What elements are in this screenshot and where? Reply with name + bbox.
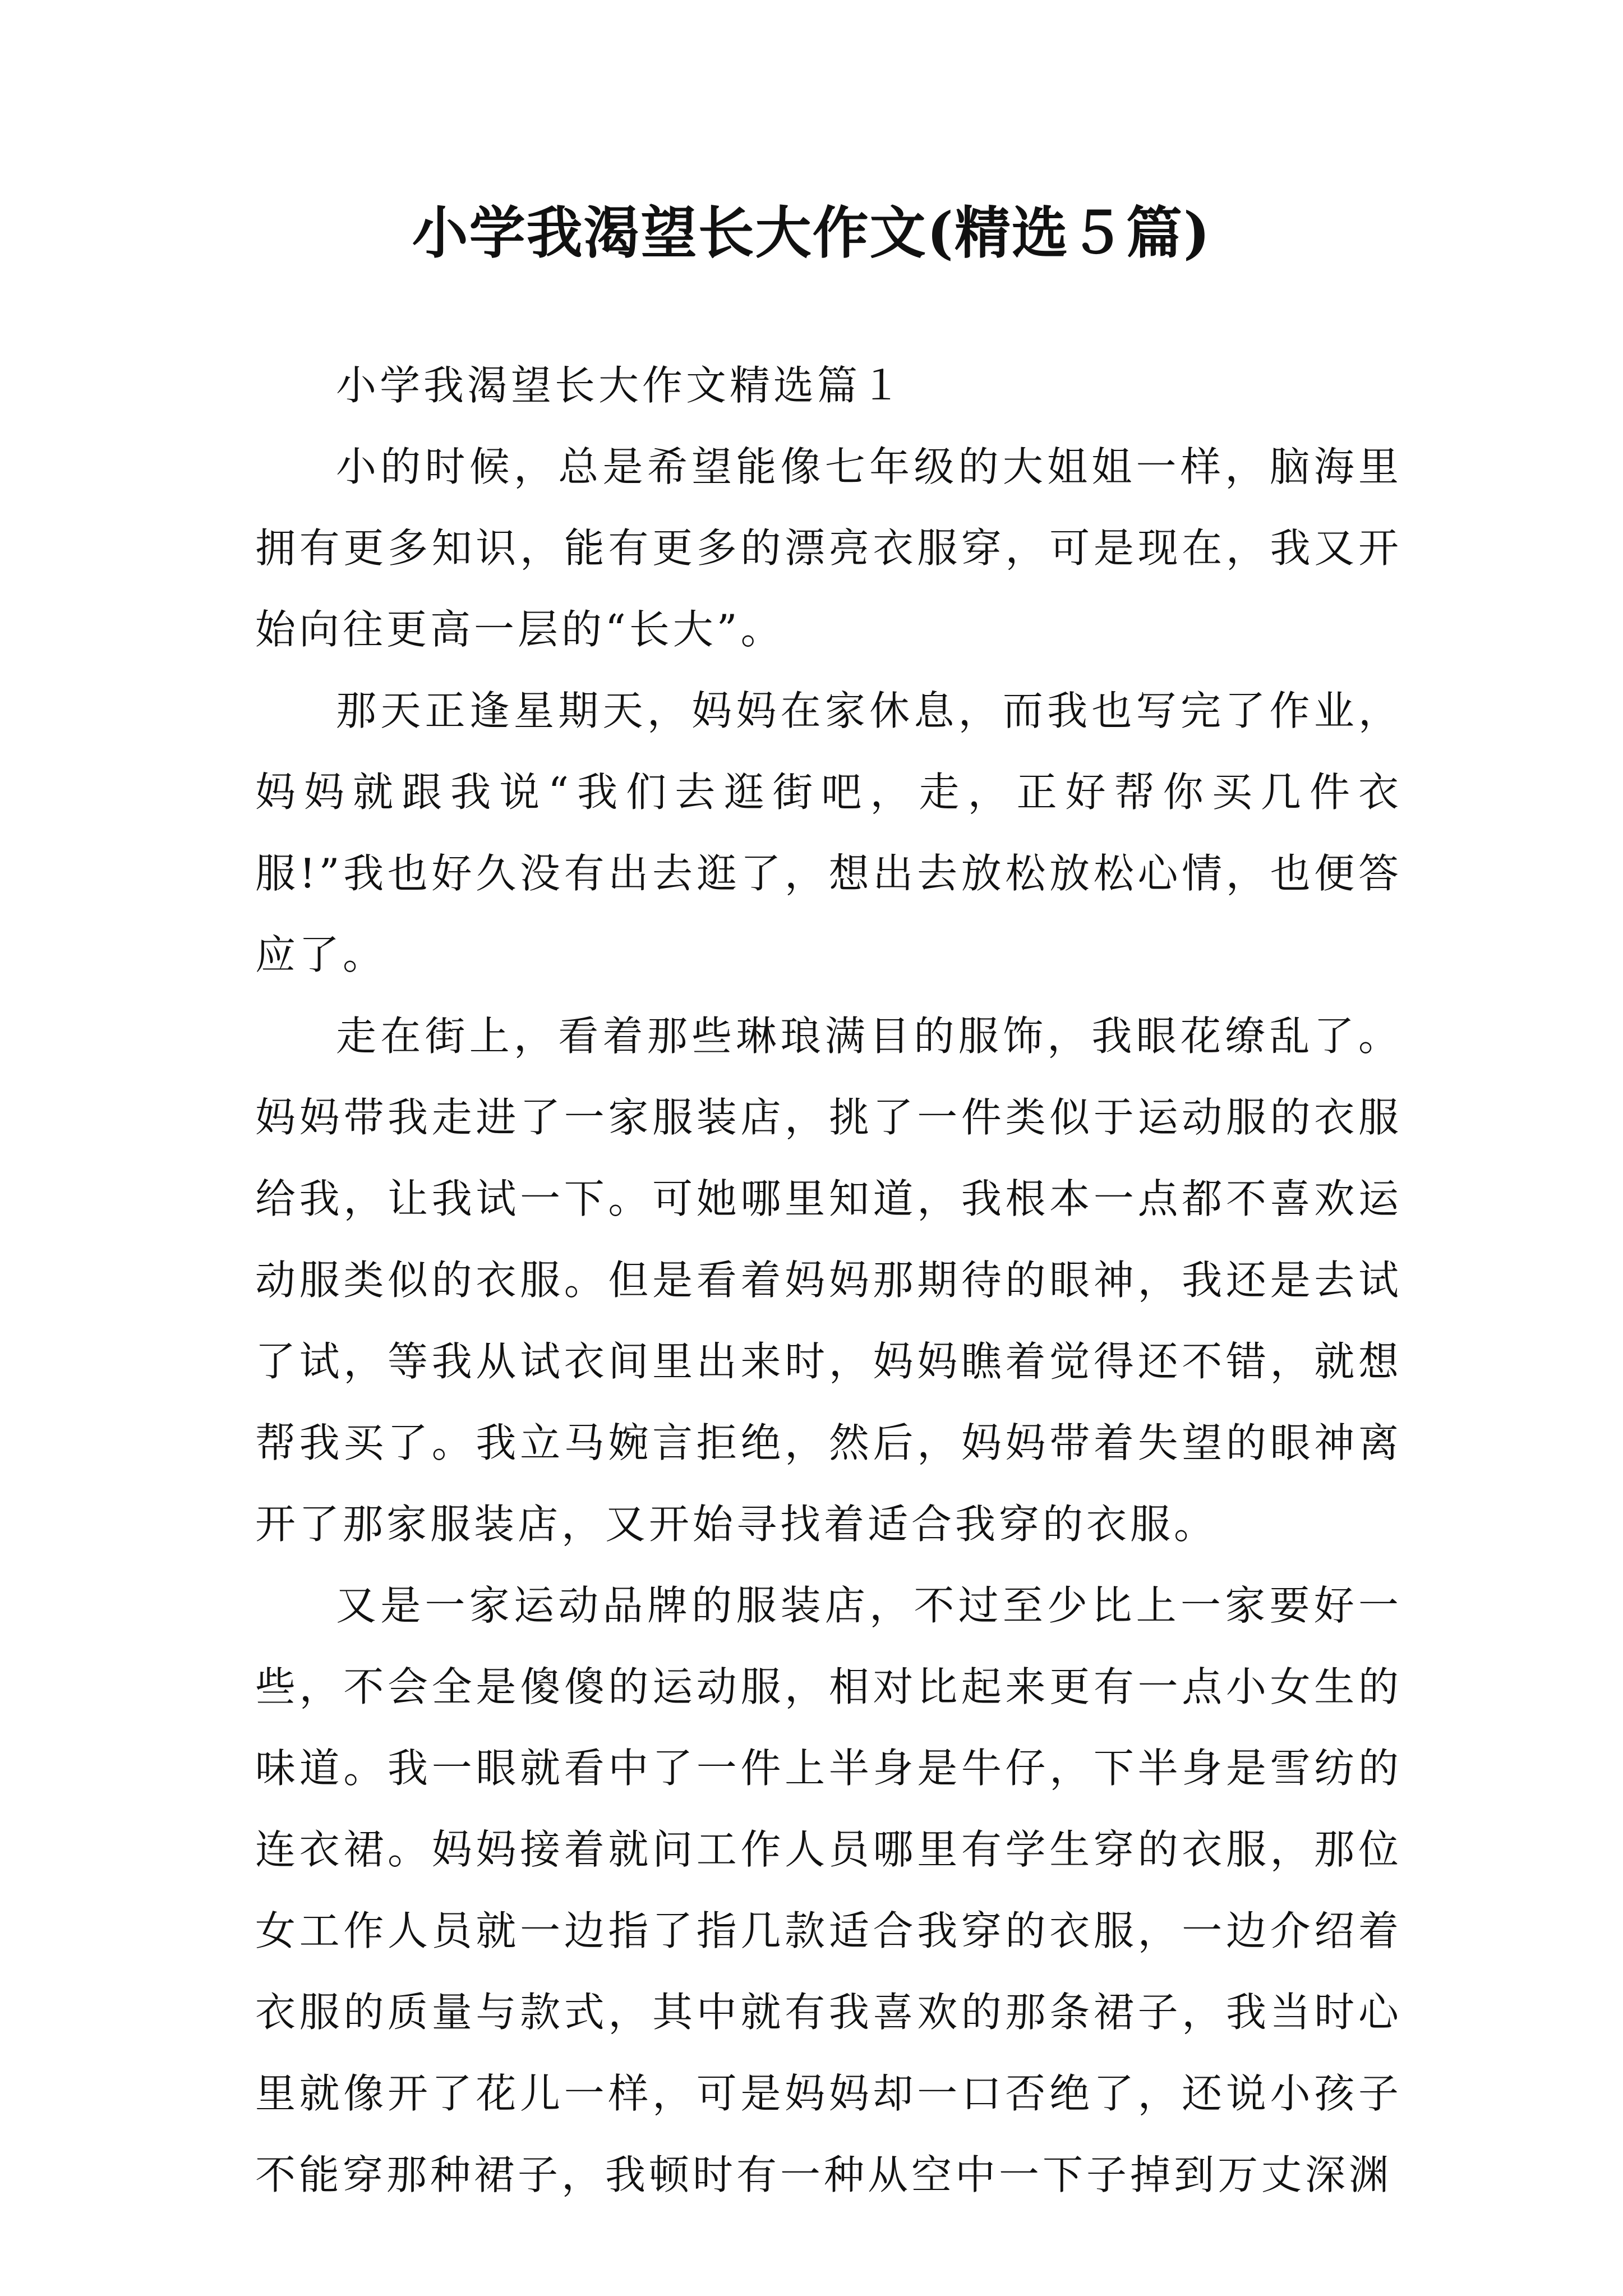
paragraph-2: 那天正逢星期天，妈妈在家休息，而我也写完了作业，妈妈就跟我说“我们去逛街吧，走，正好帮你买几件衣服!”我也好久没有出去逛了，想出去放松放松心情，也便答应了。 — [255, 687, 1402, 978]
document-title: 小学我渴望长大作文(精选５篇) — [412, 200, 1211, 266]
paragraph-4: 又是一家运动品牌的服装店，不过至少比上一家要好一些，不会全是傻傻的运动服，相对比起来更有一点小女生的味道。我一眼就看中了一件上半身是牛仔，下半身是雪纺的连衣裙。妈妈接着就问工作人员哪里有学生穿的衣服，那位女工作人员就一边指了指几款适合我穿的衣服，一边介绍着衣服的质量与款式，其中就有我喜欢的那条裙子，我当时心里就像开了花儿一样，可是妈妈却一口否绝了，还说小孩子不能穿那种裙子，我顿时有一种从空中一下子掉到万丈深渊 — [255, 1582, 1402, 2198]
section-heading: 小学我渴望长大作文精选篇１ — [336, 362, 905, 409]
paragraph-3: 走在街上，看着那些琳琅满目的服饰，我眼花缭乱了。妈妈带我走进了一家服装店，挑了一件类似于运动服的衣服给我，让我试一下。可她哪里知道，我根本一点都不喜欢运动服类似的衣服。但是看着妈妈那期待的眼神，我还是去试了试，等我从试衣间里出来时，妈妈瞧着觉得还不错，就想帮我买了。我立马婉言拒绝，然后，妈妈带着失望的眼神离开了那家服装店，又开始寻找着适合我穿的衣服。 — [255, 1013, 1402, 1548]
document-body — [255, 345, 1402, 2216]
paragraph-1: 小的时候，总是希望能像七年级的大姐姐一样，脑海里拥有更多知识，能有更多的漂亮衣服穿，可是现在，我又开始向往更高一层的“长大”。 — [255, 443, 1402, 653]
